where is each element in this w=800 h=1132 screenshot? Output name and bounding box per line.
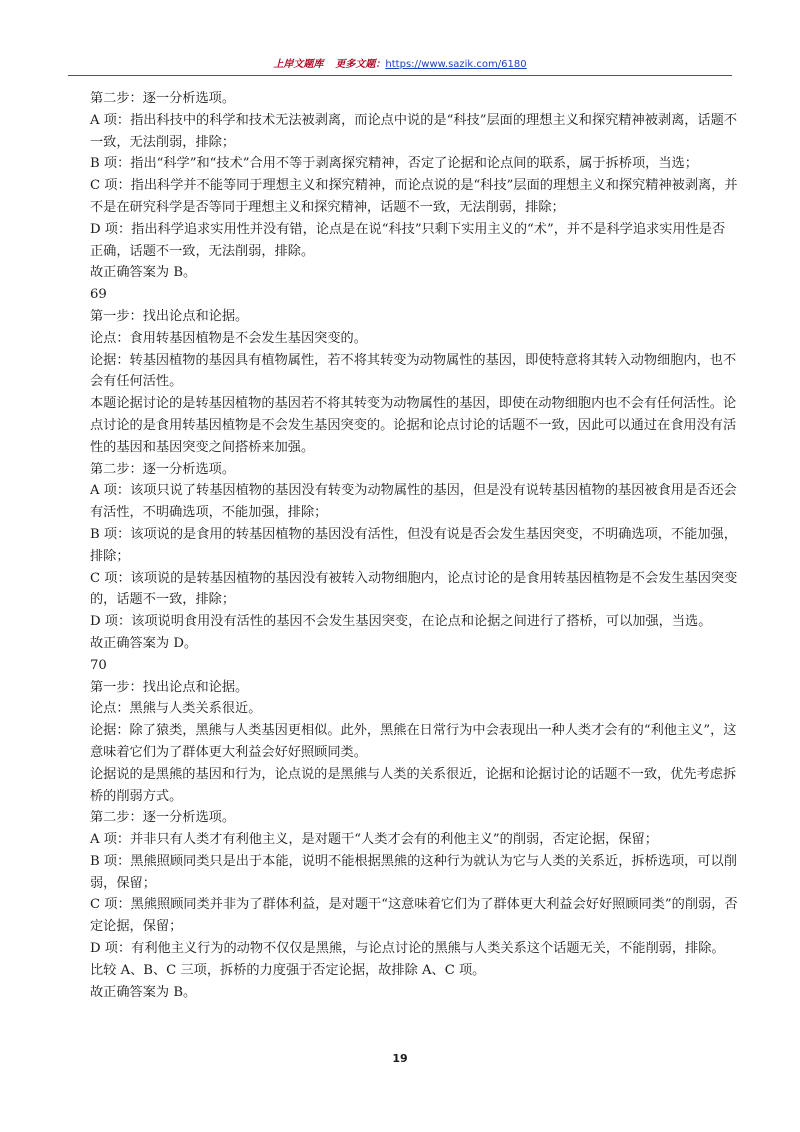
paragraph: A 项：指出科技中的科学和技术无法被剥离，而论点中说的是“科技”层面的理想主义和探究精神被剥离，话题不一致，无法削弱，排除； [90,112,738,150]
paragraph: B 项：黑熊照顾同类只是出于本能，说明不能根据黑熊的这种行为就认为它与人类的关系近，拆桥选项，可以削弱，保留； [90,853,737,891]
paragraph: 比较 A、B、C 三项，拆桥的力度强于否定论据，故排除 A、C 项。 [90,962,486,978]
paragraph: 本题论据讨论的是转基因植物的基因若不将其转变为动物属性的基因，即使在动物细胞内也不会有任何活性。论点讨论的是食用转基因植物是不会发生基因突变的。论据和论点讨论的话题不一致，因此可以通过在食用没有活性的基因和基因突变之间搭桥来加强。 [90,396,737,455]
paragraph: 第一步：找出论点和论据。 [90,308,249,324]
paragraph: 第二步：逐一分析选项。 [90,91,236,106]
answer-line: 故正确答案为 D。 [90,635,198,651]
header-site-name: 上岸文题库 [273,59,324,70]
question-number: 69 [90,287,107,303]
page-number: 19 [392,1052,408,1065]
paragraph: B 项：该项说的是食用的转基因植物的基因没有活性，但没有说是否会发生基因突变，不明确选项，不能加强，排除； [90,526,737,564]
paragraph: 第二步：逐一分析选项。 [90,461,236,477]
header-more-label: 更多文题： [335,59,386,70]
paragraph: A 项：并非只有人类才有利他主义，是对题干“人类才会有的利他主义”的削弱，否定论据，保留； [90,832,658,848]
answer-line: 故正确答案为 B。 [90,984,197,1000]
paragraph: 论点：食用转基因植物是不会发生基因突变的。 [90,330,367,346]
page-header [0,55,800,77]
paragraph: 第一步：找出论点和论据。 [90,679,249,695]
paragraph: 论据：除了猿类，黑熊与人类基因更相似。此外，黑熊在日常行为中会表现出一种人类才会有的“利他主义”，这意味着它们为了群体更大利益会好好照顾同类。 [90,723,737,760]
paragraph: D 项：该项说明食用没有活性的基因不会发生基因突变，在论点和论据之间进行了搭桥，可以加强，当选。 [90,614,712,630]
paragraph: 第二步：逐一分析选项。 [90,810,236,826]
document-body [90,88,738,1003]
paragraph: 论据说的是黑熊的基因和行为，论点说的是黑熊与人类的关系很近，论据和论据讨论的话题不一致，优先考虑拆桥的削弱方式。 [90,766,737,804]
answer-line: 故正确答案为 B。 [90,265,197,281]
paragraph: B 项：指出“科学”和“技术”合用不等于剥离探究精神，否定了论据和论点间的联系，属于拆桥项，当选； [90,156,698,172]
header-link[interactable]: https://www.sazik.com/6180 [385,59,527,70]
paragraph: A 项：该项只说了转基因植物的基因没有转变为动物属性的基因，但是没有说转基因植物的基因被食用是否还会有活性，不明确选项，不能加强，排除； [90,483,737,521]
paragraph: C 项：黑熊照顾同类并非为了群体利益，是对题干“这意味着它们为了群体更大利益会好好照顾同类”的削弱，否定论据，保留； [90,897,738,935]
header-divider [68,75,732,76]
paragraph: D 项：指出科学追求实用性并没有错，论点是在说“科技”只剩下实用主义的“术”，并不是科学追求实用性是否正确，话题不一致，无法削弱，排除。 [90,221,726,259]
paragraph: 论据：转基因植物的基因具有植物属性，若不将其转变为动物属性的基因，即使特意将其转入动物细胞内，也不会有任何活性。 [90,352,737,390]
question-number: 70 [90,657,107,673]
paragraph: 论点：黑熊与人类关系很近。 [90,701,262,717]
paragraph: C 项：指出科学并不能等同于理想主义和探究精神，而论点说的是“科技”层面的理想主义和探究精神被剥离，并不是在研究科学是否等同于理想主义和探究精神，话题不一致，无法削弱，排除； [90,178,738,215]
paragraph: C 项：该项说的是转基因植物的基因没有被转入动物细胞内，论点讨论的是食用转基因植物是不会发生基因突变的，话题不一致，排除； [90,570,738,608]
paragraph: D 项：有利他主义行为的动物不仅仅是黑熊，与论点讨论的黑熊与人类关系这个话题无关，不能削弱，排除。 [90,941,725,957]
